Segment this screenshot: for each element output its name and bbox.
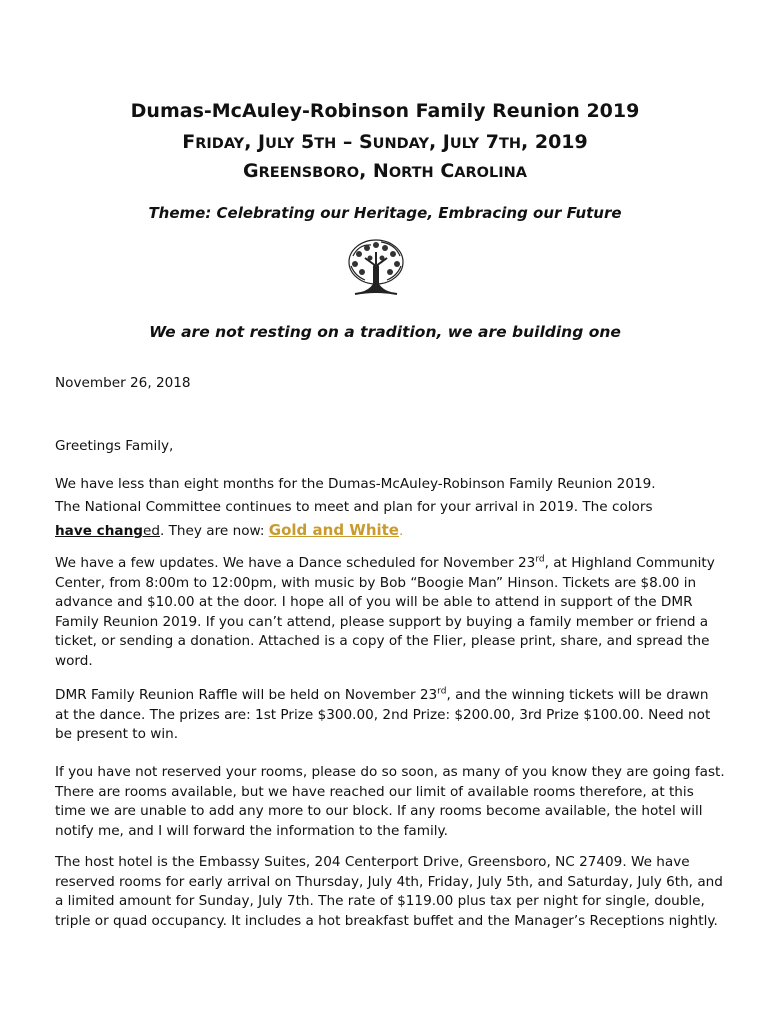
theme-line: Theme: Celebrating our Heritage, Embracing our Future xyxy=(148,204,622,222)
paragraph-colors xyxy=(55,473,725,543)
family-tree-icon xyxy=(345,236,407,298)
paragraph-line: have changed. They are now: Gold and White. xyxy=(55,521,404,539)
paragraph-rooms: If you have not reserved your rooms, please do so soon, as many of you know they are going fast. There are rooms available, but we have reached our limit of available rooms therefore, at this time we are unable to add any more to our block. If any rooms become available, the hotel will notify me, and I will forward the information to the family. xyxy=(55,764,725,839)
reunion-dates: FRIDAY, JULY 5TH – SUNDAY, JULY 7TH, 2019 xyxy=(182,131,588,153)
letter-date: November 26, 2018 xyxy=(55,375,191,391)
paragraph-line: The National Committee continues to meet and plan for your arrival in 2019. The colors xyxy=(55,499,653,515)
paragraph-hotel: The host hotel is the Embassy Suites, 204 Centerport Drive, Greensboro, NC 27409. We have reserved rooms for early arrival on Thursday, July 4th, Friday, July 5th, and Saturday, July 6th, and a limited amount for Sunday, July 7th. The rate of $119.00 plus tax per night for single, double, triple or quad occupancy. It includes a hot breakfast buffet and the Manager’s Receptions nightly. xyxy=(55,854,723,929)
reunion-location: GREENSBORO, NORTH CAROLINA xyxy=(243,160,527,182)
reunion-title: Dumas-McAuley-Robinson Family Reunion 2019 xyxy=(130,100,640,122)
letter-greeting: Greetings Family, xyxy=(55,438,174,454)
paragraph-dance: We have a few updates. We have a Dance scheduled for November 23rd, at Highland Community Center, from 8:00m to 12:00pm, with music by Bob “Boogie Man” Hinson. Tickets are $8.00 in advance and $10.00 at the door. I hope all of you will be able to attend in support of the DMR Family Reunion 2019. If you can’t attend, please support by buying a family member or friend a ticket, or sending a donation. Attached is a copy of the Flier, please print, share, and spread the word. xyxy=(55,554,715,669)
motto-line: We are not resting on a tradition, we are building one xyxy=(149,323,621,341)
paragraph-raffle: DMR Family Reunion Raffle will be held on November 23rd, and the winning tickets will be drawn at the dance. The prizes are: 1st Prize $300.00, 2nd Prize: $200.00, 3rd Prize $100.00. Need not be present to win. xyxy=(55,686,711,742)
colors-highlight: Gold and White xyxy=(268,521,399,539)
paragraph-line: We have less than eight months for the Dumas-McAuley-Robinson Family Reunion 2019. xyxy=(55,476,656,492)
